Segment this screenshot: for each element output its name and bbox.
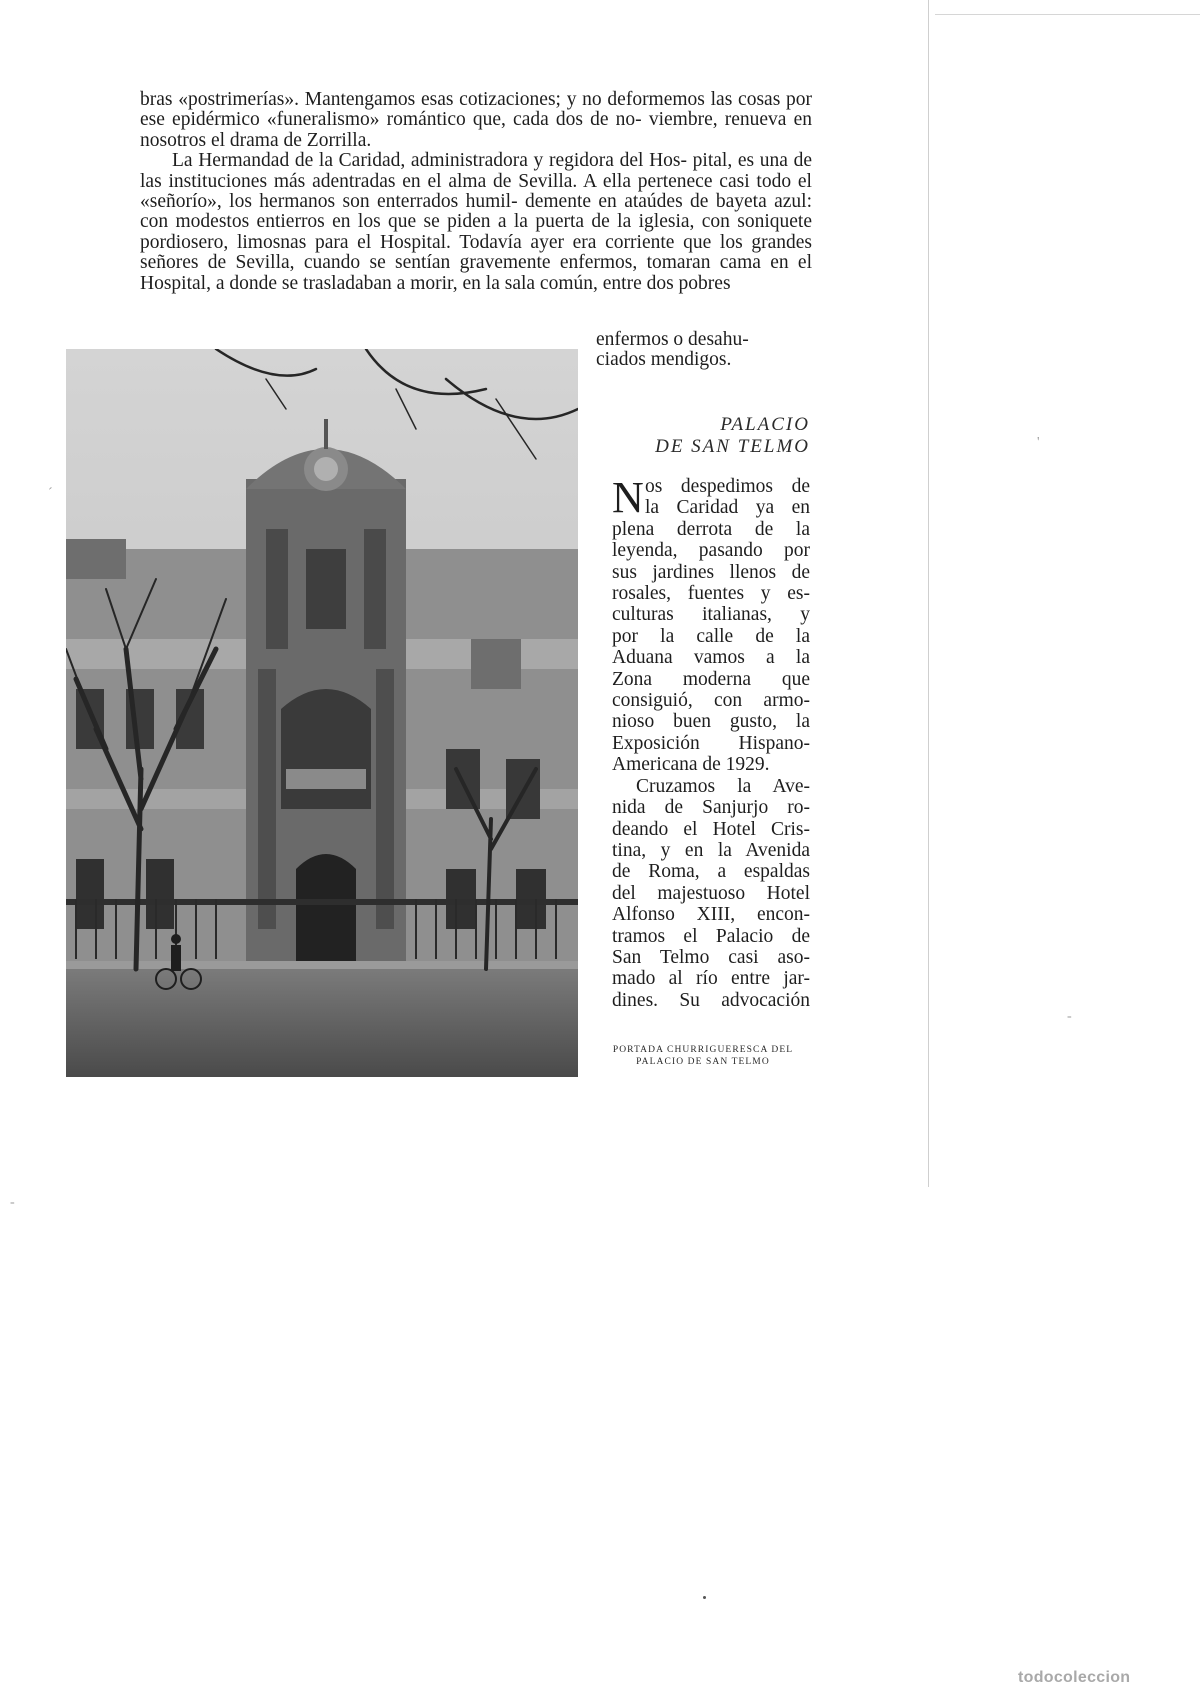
text-line: a donde se trasladaban a morir, en la sala común, entre dos pobres bbox=[215, 272, 731, 294]
text-line: Exposición Hispano- bbox=[612, 732, 810, 754]
column-text bbox=[612, 473, 810, 1011]
scan-speck: - bbox=[10, 1195, 15, 1210]
scan-speck: - bbox=[1067, 1009, 1072, 1024]
scan-speck: ˊ bbox=[48, 486, 53, 501]
text-line: demente en ataúdes de bayeta azul: con modestos entierros en los que se bbox=[140, 191, 813, 233]
body-text bbox=[140, 90, 812, 294]
page-edge-line bbox=[928, 0, 929, 1187]
text-line: nioso buen gusto, la bbox=[612, 711, 810, 733]
text-line: Cruzamos la Ave- bbox=[636, 775, 810, 797]
text-line: Alfonso XIII, encon- bbox=[612, 904, 810, 926]
text-line: viembre, renueva en nosotros el drama de Zorrilla. bbox=[140, 109, 813, 151]
figure-caption bbox=[596, 1044, 810, 1068]
paragraph bbox=[140, 151, 812, 294]
text-line: Hospital. Todavía ayer era corriente que los grandes señores de Sevilla, bbox=[140, 231, 812, 274]
drop-cap: N bbox=[612, 473, 644, 522]
text-line: culturas italianas, y bbox=[612, 604, 810, 626]
scan-speck: ' bbox=[1037, 435, 1040, 450]
text-line: de Roma, a espaldas bbox=[612, 861, 810, 883]
text-line: mado al río entre jar- bbox=[612, 968, 810, 990]
caption-line: PORTADA CHURRIGUERESCA DEL bbox=[612, 1045, 794, 1055]
text-line: A ella pertenece casi todo el «señorío», los hermanos son enterrados humil- bbox=[140, 170, 812, 213]
section-heading bbox=[596, 414, 810, 458]
text-line: rosales, fuentes y es- bbox=[612, 583, 810, 605]
text-line: ciados mendigos. bbox=[596, 349, 732, 371]
heading-line: DE SAN TELMO bbox=[655, 436, 810, 457]
text-line: bras «postrimerías». Mantengamos esas cotizaciones; y no deformemos las bbox=[140, 89, 733, 110]
palace-photo-drawing bbox=[66, 349, 578, 1077]
watermark: todocoleccion bbox=[1018, 1669, 1131, 1686]
heading-line: PALACIO bbox=[720, 414, 810, 435]
paragraph bbox=[140, 90, 812, 151]
paragraph-continuation bbox=[596, 330, 812, 371]
text-line: Zona moderna que bbox=[612, 668, 810, 690]
text-line: del majestuoso Hotel bbox=[612, 882, 810, 904]
text-line: nida de Sanjurjo ro- bbox=[612, 797, 810, 819]
text-line: os despedimos de bbox=[645, 476, 810, 497]
text-line: deando el Hotel Cris- bbox=[612, 818, 810, 840]
scan-edge-line bbox=[935, 14, 1200, 15]
caption-line: PALACIO DE SAN TELMO bbox=[636, 1057, 770, 1067]
text-line: leyenda, pasando por bbox=[612, 540, 810, 562]
text-line: dines. Su advocación bbox=[612, 989, 810, 1011]
text-line: La Hermandad de la Caridad, administradora y regidora del Hos- bbox=[172, 150, 687, 172]
palace-photo bbox=[66, 349, 578, 1077]
text-line: enfermos o desahu- bbox=[596, 329, 749, 350]
text-line: San Telmo casi aso- bbox=[612, 946, 810, 968]
scan-speck bbox=[703, 1596, 706, 1599]
text-line: sus jardines llenos de bbox=[612, 561, 810, 583]
text-line: cosas por ese epidérmico «funeralismo» romántico que, cada dos de no- bbox=[140, 89, 813, 131]
text-line: tina, y en la Avenida bbox=[612, 839, 810, 861]
text-line: tramos el Palacio de bbox=[612, 925, 810, 947]
text-line: plena derrota de la bbox=[612, 518, 810, 540]
text-line: Aduana vamos a la bbox=[612, 647, 810, 669]
text-line: piden a la puerta de la iglesia, con soniquete pordiosero, limosnas para el bbox=[140, 211, 813, 253]
text-line: Americana de 1929. bbox=[612, 754, 770, 776]
text-line: pital, es una de las instituciones más adentradas en el alma de Sevilla. bbox=[140, 150, 812, 192]
text-line: por la calle de la bbox=[612, 625, 810, 647]
text-line: consiguió, con armo- bbox=[612, 690, 810, 712]
text-line: cuando se sentían gravemente enfermos, tomaran cama en el Hospital, bbox=[140, 252, 813, 294]
text-line: la Caridad ya en bbox=[645, 497, 810, 519]
